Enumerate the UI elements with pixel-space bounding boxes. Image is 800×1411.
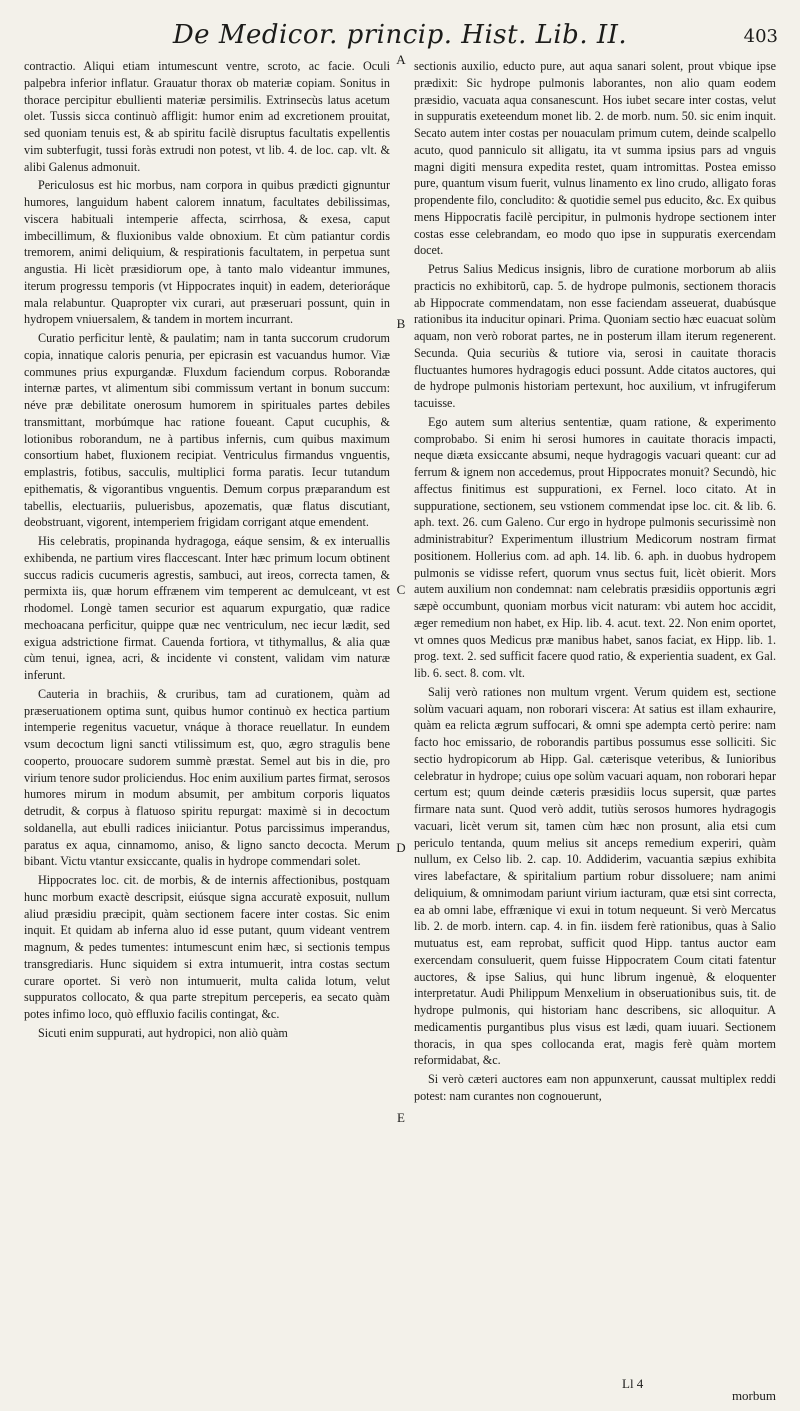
running-head: De Medicor. princip. Hist. Lib. II. [172,20,628,50]
right-column [414,58,776,1107]
paragraph: Curatio perficitur lentè, & paulatim; nam in tanta succorum crudorum copia, innatique caloris penuria, per epicrasin est vacuandus humor. Viæ communes prius expurgandæ. Fluxdum faciendum corpus. Roborandæ internæ partes, vt alimentum sibi commissum vertant in bonum succum: néve præ debilitate onerosum humorem in spirituales partes debiles transmittant, morbúmque hac ratione foueant. Caput cucuphis, & lotionibus roborandum, ne à partibus infernis, cum quibus maximum consortium habet, fluxionem recipiat. Ventriculus firmandus vnguentis, emplastris, fotibus, sacculis, multiplici forma paratis. Iecur tutandum epithematis, & vigorantibus vnguentis. Demum corpus præparandum est tabellis, electuariis, puluerisbus, apozematis, quæ flatus discutiant, deobstruant, vigorent, intemperiem frigidam corrigant atque emendent. [24,331,390,530]
margin-letter-b: B [396,316,406,331]
paragraph: Ego autem sum alterius sententiæ, quam ratione, & experimento comprobabo. Si enim hi serosi humores in cauitate thoracis impacti, neque diæta exsiccante absumi, neque hydragogis vacuari queant: cur ad ferrum & ignem non accedemus, prout Hippocrates monuit? Secundò, hic affectus finitimus est suppurationi, ex Fernel. loco citato. At in suppuratione, sectionem, seu vstionem commendat ipse loc. cit. & lib. 6. aph. text. 26. cum Galeno. Cur ergo in hydrope pulmonis securissimè non administrabitur? Experimentum illustrium Medicorum nostram firmat positionem. Hollerius com. ad aph. 14. lib. 6. aph. in duobus hydropem pulmonis se vidisse refert, quorum vnus sectus fuit, licèt obierit. Mors autem auxilium non condemnat: nam celebratis præsidiis opportunis ægri sæpè occumbunt, quoniam morbus vicit naturam: vbi autem hoc accidit, æger remedium non habet, ex Hip. lib. 4. acut. text. 22. Non enim oportet, vt omnes quos Medicus præ manibus habet, sanos faciat, ex Hipp. lib. 1. prog. text. 2. sed sufficit facere quod ratio, & experientia suadent, ex Gal. lib. 6. sect. 8. com. vlt. [414,414,776,680]
paragraph: Cauteria in brachiis, & cruribus, tam ad curationem, quàm ad præseruationem optima sunt, quibus humor continuò ex hectica partium intemperie regenitus vacuetur, vnáque à thorace reuellatur. In eundem vsum decoctum ligni sancti vtilissimum est, quo, ægro stragulis bene cooperto, prouocare sudorem summè præstat. Semel aut bis in die, pro virium tenore sudor proliciendus. Hoc enim auxilium partes firmat, serosos humores mirum in modum absumit, per ambitum corporis liquatos detrudit, & corpus à flatuoso spiritu repurgat: maximè si in decoctum soldanella, aut ebulli radices iniiciantur. Potus parcissimus imperandus, paratus ex aqua, cinnamomo, aniso, & ligno sancto decocta. Merum bibant. Victu vtantur exsiccante, qualis in hydrope commendari solet. [24,686,390,869]
left-column [24,58,390,1044]
paragraph: Sicuti enim suppurati, aut hydropici, non aliò quàm [38,1025,288,1040]
margin-letter-d: D [396,840,406,855]
page-number: 403 [743,26,778,47]
margin-letter-e: E [397,1110,405,1125]
paragraph: sectionis auxilio, educto pure, aut aqua sanari solent, prout vbique ipse prædixit: Sic hydrope pulmonis laborantes, non alio quam eodem præsidio, vacuata aqua consanescunt. Hos iubet secare inter costas, velut in suppuratis exeteendum monet lib. 2. de morb. num. 50. sic enim inquit. Secato autem inter costas per nouaculam primum cutem, deinde scalpello acuto, quod panniculo sit alligatu, ita vt summa ipsius pars ad vnguis magni digiti mensura expedita restet, quam intromittas. Postea emisso pure, quantum visum fuerit, vulnus linamento ex lino crudo, alligato foras propendente filo, concludito: & quotidie semel pus educito, &c. Ex quibus mens Hippocratis facilè percipitur, in pulmonis hydrope sectionem inter costas esse celebrandam, eo modo quo ipse in suppuratis exercendam docet. [414,59,776,258]
margin-letter-c: C [396,582,406,597]
paragraph: Salij verò rationes non multum vrgent. Verum quidem est, sectione solùm vacuari aquam, non roborari viscera: At satius est illam exhaurire, quàm ea relicta ægrum suffocari, & omni spe adempta certò perire: nam facto hoc emissario, de roborandis partibus possumus esse solliciti. Sic sectio hydropicorum ab Hipp. Gal. cæterisque veteribus, & Iunioribus celebratur in hydrope; cuius ope solùm vacuari aquam, non roborari hepar certum est; quum deinde cæteris præsidiis locus supersit, quæ partes firmare nata sunt. Quod verò addit, tutiùs serosos humores hydragogis vacuari, licèt verum sit, tamen cùm hæc non prosunt, alia etsi cum periculo tentanda, quum melius sit anceps remedium experiri, quàm nullum, ex Celso lib. 2. cap. 10. Addiderim, vacuantia sæpius exhibita vires labefactare, & spiritalium partium robur dissoluere; nam animi deliquium, & omnimodam pariunt virium iacturam, quæ etsi sint correcta, ea ab omni labe, effrænique vi exui in totum nequeunt. Si verò Mercatus lib. 2. de morb. intern. cap. 4. in fin. iisdem ferè rationibus, quas à Salio mutuatus est, eam reprobat, sufficit quod Hipp. tantus auctor eam exercendam consuluerit, quem fuisse Hippocratem Coum citati fatentur auctores, & ipse Salius, qui hunc librum ingenuè, & eloquenter interpretatur. Audi Philippum Menxelium in obseruationibus suis, tit. de hydrope pulmonis, qui historiam hanc describens, sic alloquitur. A medicamentis purgantibus plus visus est lædi, quam iuuari. Sectionem thoracis, in qua spes collocanda erat, magis ferè quàm mortem reformidabat, &c. [414,684,776,1068]
catchword: morbum [731,1388,776,1403]
paragraph: His celebratis, propinanda hydragoga, eáque sensim, & ex interuallis exhibenda, ne partium vires flaccescant. Inter hæc primum locum obtinent succus radicis cucumeris agrestis, sambuci, aut ireos, correcta tamen, & permixta iis, quæ horum effrænem vim temperent ac demulceant, vt est rhodomel. Longè tamen securior est aquarum expurgatio, quæ radice mechoacana perficitur, quippe quæ nec ventriculum, nec iecur lædit, sed exigua adstrictione firmat. Cauenda fortiora, vt tithymallus, & alia quæ cùm tenui, ignea, acri, & incidente vi constent, validam vim naturæ inferunt. [24,534,390,682]
paragraph: Petrus Salius Medicus insignis, libro de curatione morborum ab aliis practicis no exhibitorũ, cap. 5. de hydrope pulmonis, sectionem thoracis ab Hippocrate commendatam, non esse faciendam asseuerat, duabúsque rationibus ita inducitur opinari. Prima. Quoniam sectio hæc euacuat solùm aquam, non verò roborat partes, ne in posterum illam iterum regenerent. Secunda. Quia securiùs & tutiore via, serosi in cauitate thoracis fluctuantes humores hydragogis educi possunt. Adde citatos auctores, qui de hydrope pulmonis historiam pertexunt, hoc auxilium, vt infrugiferum tacuisse. [414,262,776,410]
paragraph: Hippocrates loc. cit. de morbis, & de internis affectionibus, postquam hunc morbum exactè descripsit, eiúsque signa accuratè exposuit, nullum aliud præsidiu præcipit, quàm sectionem facere inter costas. Sic enim inquit. Et quidam ab inferna aluo id esse putant, quum videant ventrem magnum, & pedes tumentes: intumescunt enim hæc, si sectionis tempus transgrediaris. Hunc siquidem si extra intumuerit, intra costas sectum curare oportet. Si verò non intumuerit, multa calida lotum, velut suppuratos collocato, & qua parte strepitum perceperis, ea secato quàm potes infimo loco, quò effluxio facilis contingat, &c. [24,873,390,1021]
paragraph: Periculosus est hic morbus, nam corpora in quibus prædicti gignuntur humores, languidum habent calorem innatum, facultates debilissimas, viscera habituali intemperie affecta, scirrhosa, & exesa, caput imbecillimum, & fluxionibus valde obnoxium. Et cùm patiantur cordis tremorem, animi deliquium, & respirationis facultatem, in perpetua sunt angustia. Hi licèt præsidiorum ope, à tanto malo videantur immunes, iterum progressu temporis (vt Hippocrates inquit) in eadem, deterioráque mala relabuntur. Quapropter vix curari, aut præseruari possunt, quin in hydropem vniuersalem, & tandem in mortem incurrant. [24,178,390,327]
paragraph: contractio. Aliqui etiam intumescunt ventre, scroto, ac facie. Oculi palpebra inferior inflatur. Grauatur thorax ob materiæ copiam. Sonitus in thorace percipitur ebullienti materiæ persimilis. Extrinsecùs latus acetum olet. Tussis sicca continuò affligit: humor enim ad excretionem prouitat, sed quoniam tenuis est, & ab spiritu facilè disruptus facultatis expellentis vim subterfugit, tussi foràs extrudi non potest, vt lib. 4. de loc. cap. vlt. & alibi Galenus admonuit. [24,59,390,174]
signature-mark: Ll 4 [622,1376,644,1391]
paragraph: Si verò cæteri auctores eam non appunxerunt, caussat multiplex reddi potest: nam curantes non cognouerunt, [414,1072,776,1103]
margin-letter-a: A [396,52,406,67]
